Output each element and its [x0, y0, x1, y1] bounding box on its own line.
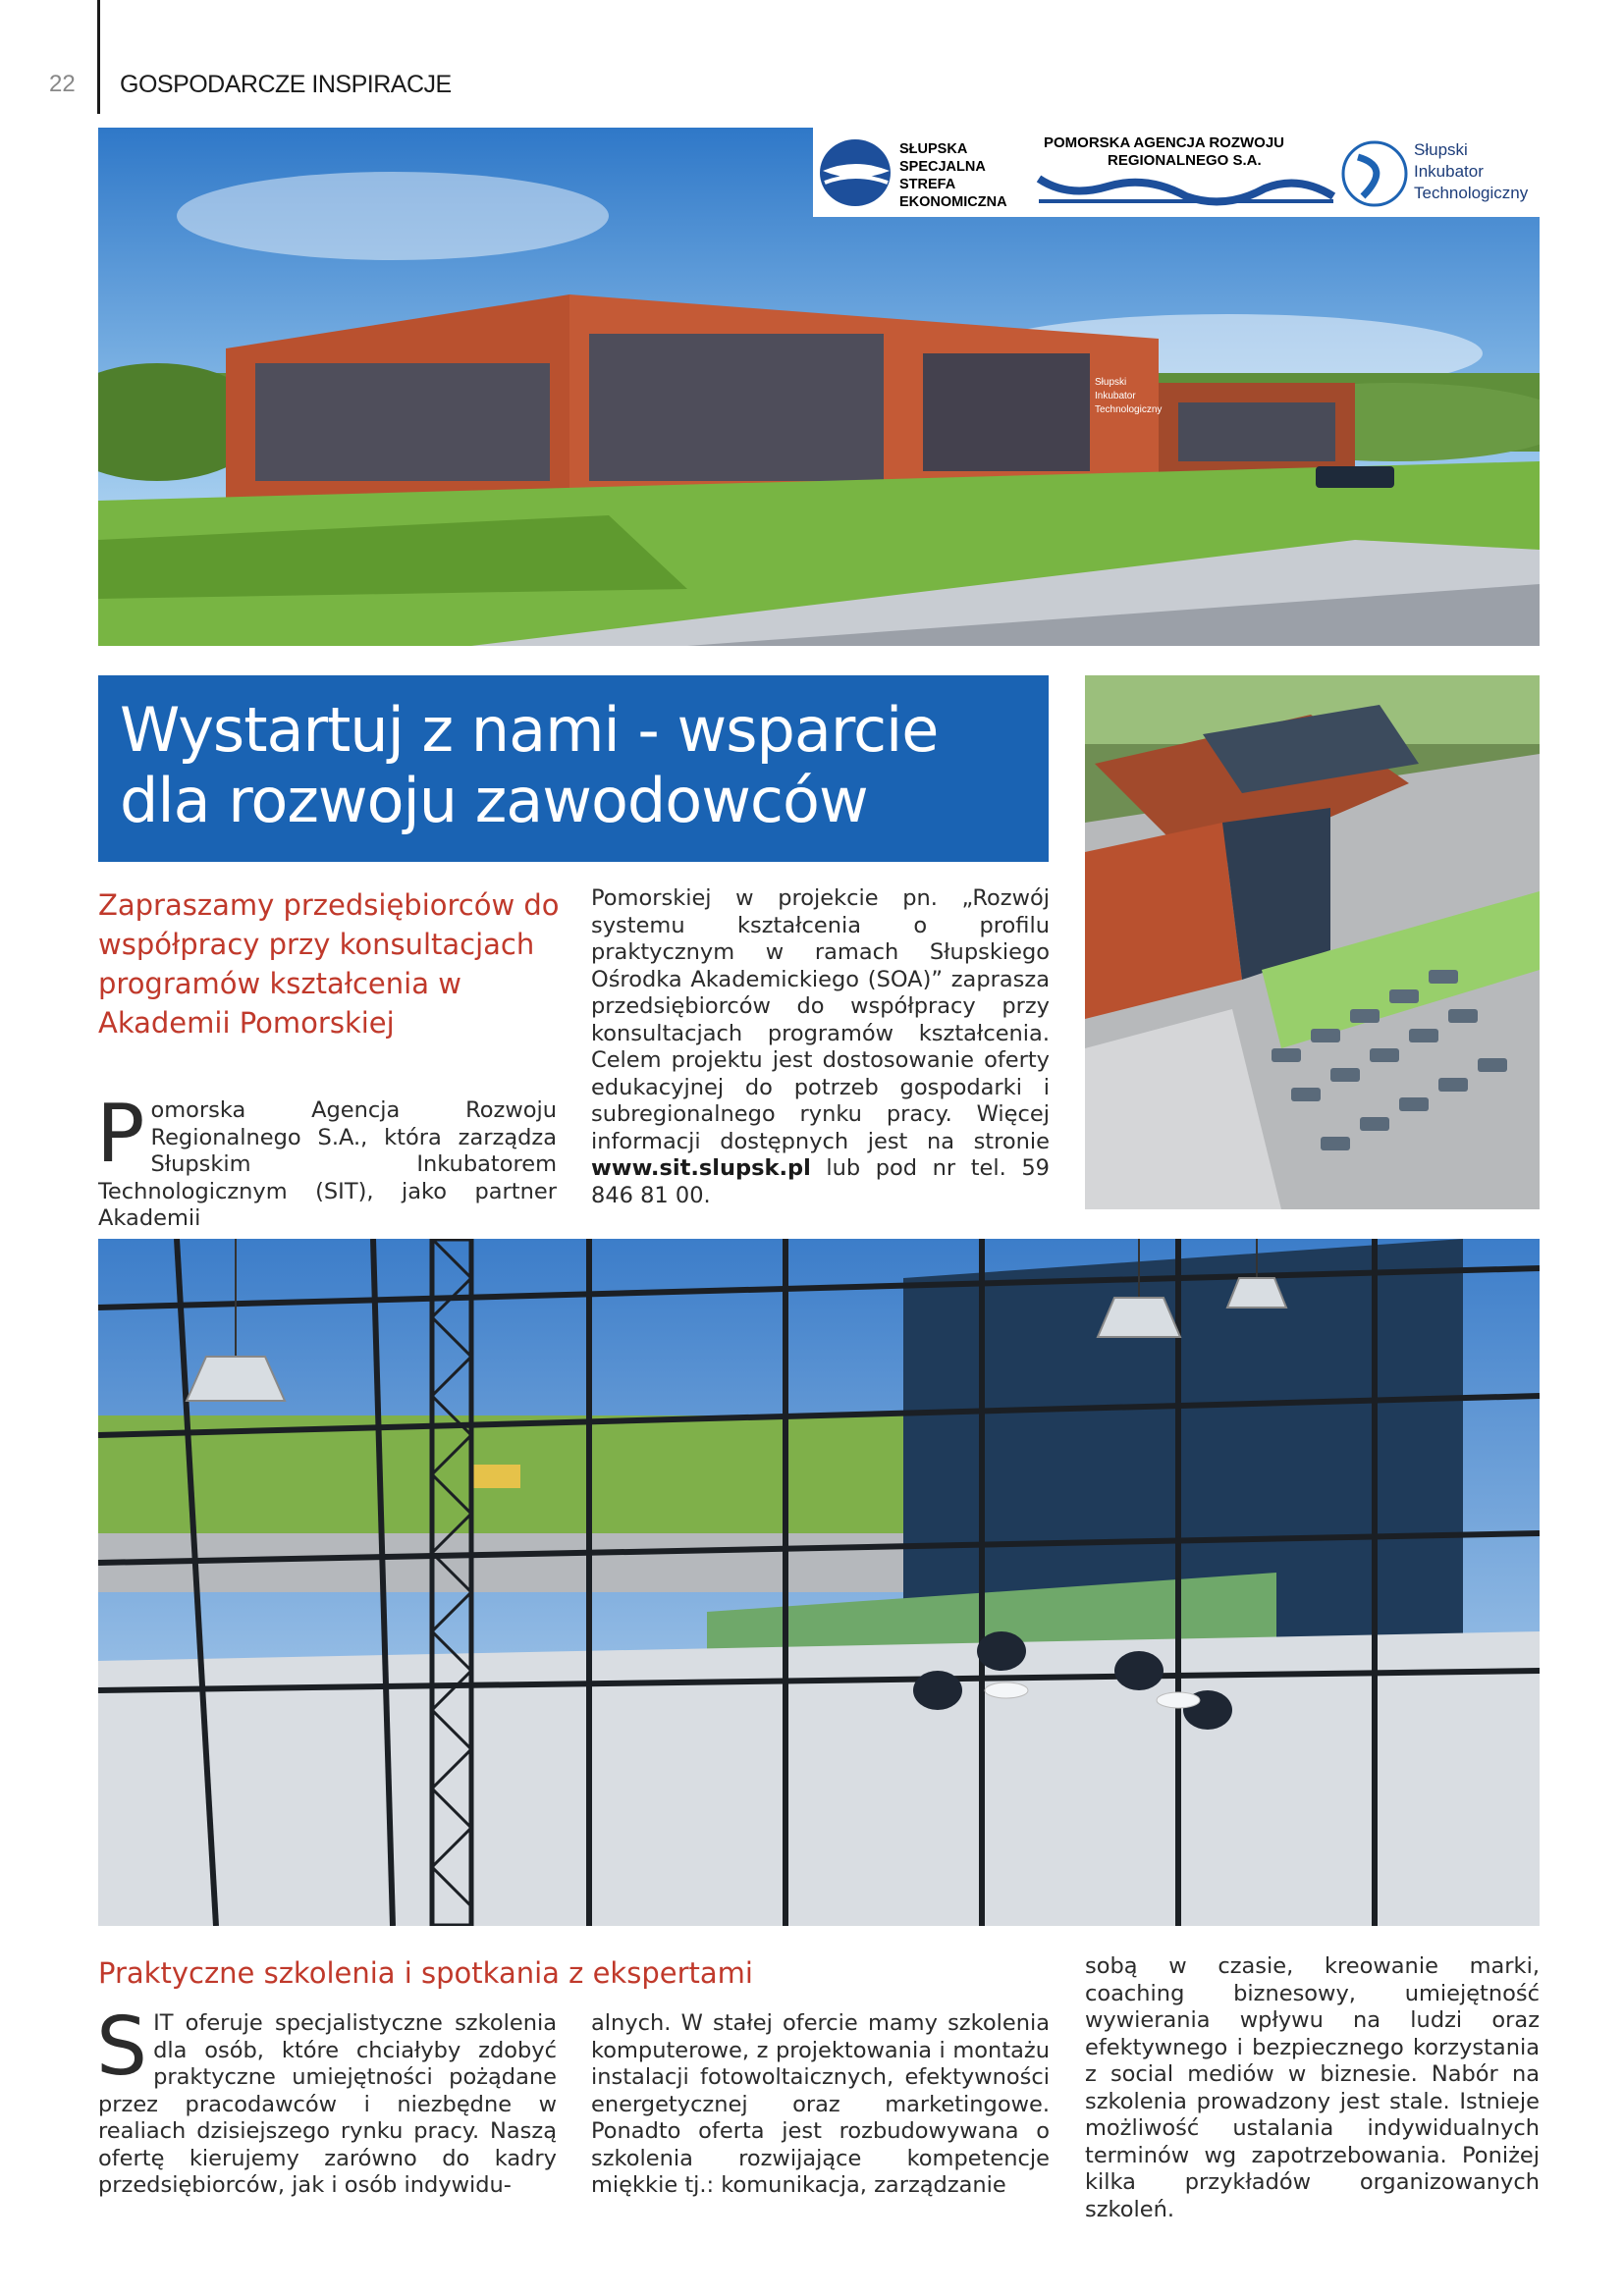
article2-column-2: alnych. W stałej ofercie mamy szkolenia komputerowe, z projektowania i montażu instalacji fotowoltaicznych, efektywności energetycznej oraz marketingowe. Ponadto oferta jest rozbudowywana o szkolenia rozwijające kompetencje miękkie tj.: komunikacja, zarządzanie: [591, 2010, 1050, 2198]
svg-text:REGIONALNEGO S.A.: REGIONALNEGO S.A.: [1108, 152, 1262, 169]
ssse-logo: [820, 139, 1007, 210]
section-title: GOSPODARCZE INSPIRACJE: [120, 71, 452, 98]
title-banner: [98, 675, 1049, 862]
svg-text:Technologiczny: Technologiczny: [1414, 184, 1529, 202]
title-line-1: Wystartuj z nami - wsparcie: [120, 694, 939, 766]
parr-logo: [1039, 134, 1333, 201]
photo-aerial-campus: [1085, 675, 1540, 1209]
page-number: 22: [49, 71, 76, 97]
svg-text:Inkubator: Inkubator: [1095, 391, 1136, 401]
article1-col1-text: omorska Agencja Rozwoju Regionalnego S.A., która zarządza Słupskim Inkubatorem Technologicznym (SIT), jako partner Akademii: [98, 1097, 557, 1231]
svg-text:SŁUPSKA: SŁUPSKA: [899, 141, 968, 157]
svg-text:Słupski: Słupski: [1095, 377, 1127, 388]
subheading-2: Praktyczne szkolenia i spotkania z ekspertami: [98, 1956, 753, 1990]
partner-logos: [813, 128, 1540, 217]
svg-text:SPECJALNA: SPECJALNA: [899, 159, 986, 175]
svg-text:Inkubator: Inkubator: [1414, 162, 1484, 181]
sit-logo: [1343, 140, 1529, 205]
header-rule: [97, 0, 100, 114]
article2-col1-text: IT oferuje specjalistyczne szkolenia dla osób, które chciałyby zdobyć praktyczne umiejętności pożądane przez pracodawców i niezbędne w realiach dzisiejszego rynku pracy. Naszą ofertę kierujemy zarówno do kadry przedsiębiorców, jak i osób indywidu-: [98, 2010, 557, 2198]
svg-text:POMORSKA AGENCJA ROZWOJU: POMORSKA AGENCJA ROZWOJU: [1044, 134, 1285, 151]
title-line-2: dla rozwoju zawodowców: [120, 765, 868, 836]
article1-column-1: [96, 1088, 557, 1233]
website-link[interactable]: www.sit.slupsk.pl: [591, 1155, 811, 1181]
article1-col2-tail: lub pod nr tel. 59 846 81 00.: [591, 1155, 1050, 1208]
article2-column-3: sobą w czasie, kreowanie marki, coaching biznesowy, umiejętność wywierania wpływu na ludzi oraz efektywnego i bezpiecznego korzystania z social mediów w biznesie. Nabór na szkolenia prowadzony jest stale. Istnieje możliwość ustalania indywidualnych terminów wg zapotrzebowania. Poniżej kilka przykładów organizowanych szkoleń.: [1085, 1953, 1540, 2222]
article2-dropcap: S: [96, 2001, 148, 2094]
svg-text:Technologiczny: Technologiczny: [1095, 404, 1163, 415]
article1-column-2: [591, 885, 1050, 1209]
photo-interior-atrium: [98, 1239, 1540, 1926]
article1-col2-text: Pomorskiej w projekcie pn. „Rozwój systemu kształcenia o profilu praktycznym w ramach Słupskiego Ośrodka Akademickiego (SOA)” zaprasza przedsiębiorców do współpracy przy konsultacjach programów kształcenia. Celem projektu jest dostosowanie oferty edukacyjnej do potrzeb gospodarki i subregionalnego rynku pracy. Więcej informacji dostępnych jest na stronie: [591, 885, 1050, 1154]
svg-text:STREFA: STREFA: [899, 177, 956, 192]
article2-column-1: [96, 2001, 557, 2200]
svg-text:EKONOMICZNA: EKONOMICZNA: [899, 194, 1007, 210]
article-title: [120, 695, 1033, 836]
lead-heading: Zapraszamy przedsiębiorców do współpracy przy konsultacjach programów kształcenia w Akademii Pomorskiej: [98, 888, 560, 1040]
svg-text:Słupski: Słupski: [1414, 140, 1468, 159]
article1-dropcap: P: [96, 1088, 145, 1181]
